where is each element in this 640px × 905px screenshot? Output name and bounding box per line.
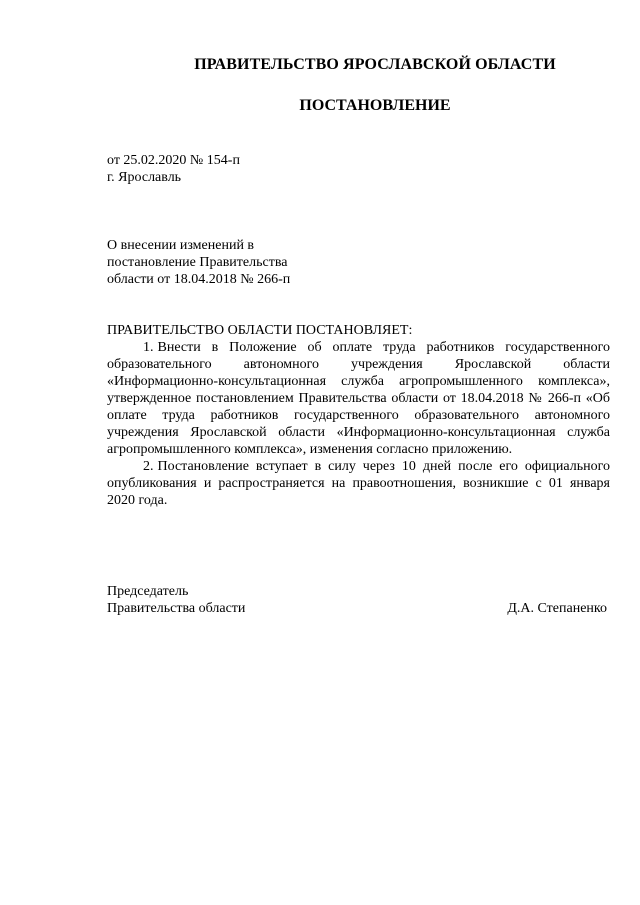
paragraph-text: Постановление вступает в силу через 10 дней после его официального опубликования и распространяется на правоотношения, возникшие с 01 января 2020 года. xyxy=(107,459,610,508)
document-type-title: ПОСТАНОВЛЕНИЕ xyxy=(299,97,451,114)
document-body xyxy=(107,322,610,509)
signature-row xyxy=(107,600,607,617)
document-subject xyxy=(107,237,290,288)
signatory-position: Правительства области xyxy=(107,601,246,616)
paragraph-number: 2. xyxy=(143,459,154,474)
subject-line: области от 18.04.2018 № 266-п xyxy=(107,272,291,287)
paragraph-number: 1. xyxy=(143,340,154,355)
city: г. Ярославль xyxy=(107,170,182,185)
paragraph-text: Внести в Положение об оплате труда работников государственного образовательного автономного учреждения Ярославской области «Информационно-консультационная служба агропромышленного комплекса», утвержденное постановлением Правительства области от 18.04.2018 № 266-п «Об оплате труда работников государственного образовательного автономного учреждения Ярославской области «Информационно-консультационная служба агропромышленного комплекса», изменения согласно приложению. xyxy=(107,340,610,457)
subject-line: постановление Правительства xyxy=(107,255,288,270)
document-meta xyxy=(107,152,240,186)
signature-block xyxy=(107,583,607,617)
decree-statement: ПРАВИТЕЛЬСТВО ОБЛАСТИ ПОСТАНОВЛЯЕТ: xyxy=(107,323,413,338)
subject-line: О внесении изменений в xyxy=(107,238,255,253)
signatory-name: Д.А. Степаненко xyxy=(507,601,607,616)
paragraph-item xyxy=(107,339,610,458)
signatory-position: Председатель xyxy=(107,584,189,599)
organization-title: ПРАВИТЕЛЬСТВО ЯРОСЛАВСКОЙ ОБЛАСТИ xyxy=(194,56,556,73)
paragraph-item xyxy=(107,458,610,509)
date-number: от 25.02.2020 № 154-п xyxy=(107,153,240,168)
